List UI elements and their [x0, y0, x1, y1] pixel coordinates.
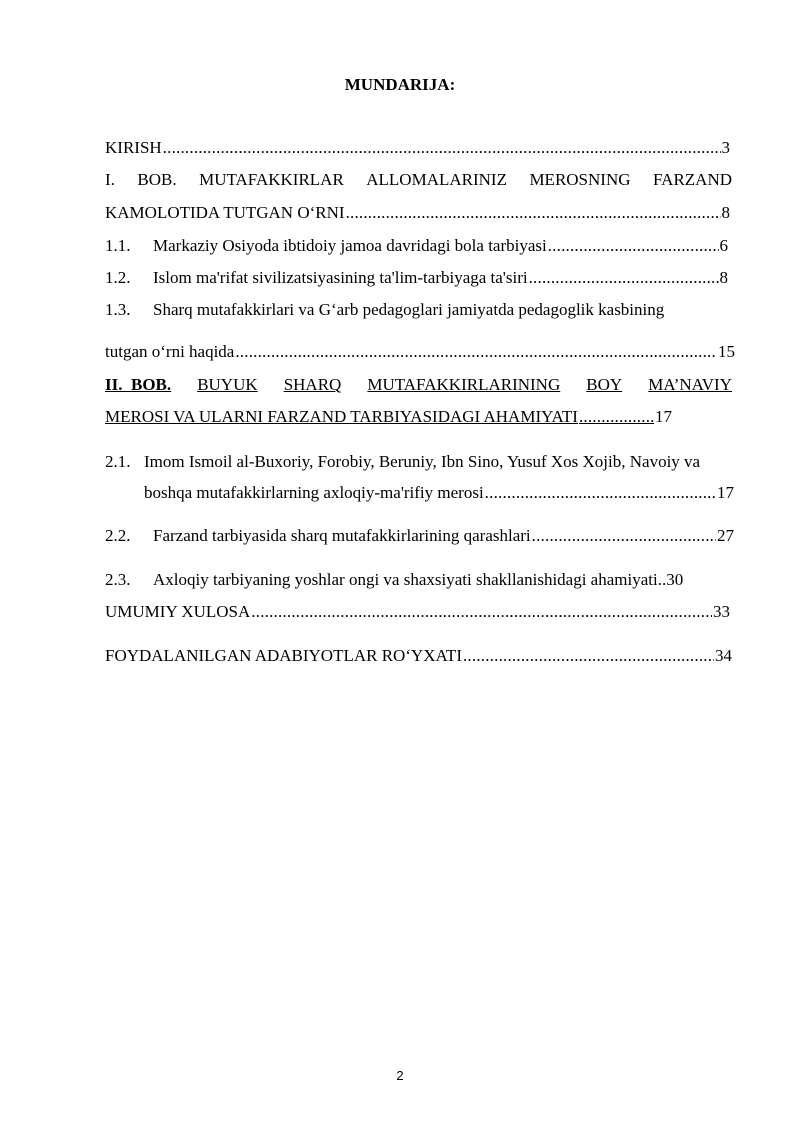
toc-entry-bob1-line2[interactable]	[105, 203, 730, 223]
bob1-word: MUTAFAKKIRLAR	[199, 170, 344, 189]
toc-entry-2-2[interactable]	[105, 526, 734, 546]
toc-page: 8	[721, 203, 730, 222]
toc-entry-1-2[interactable]	[105, 268, 728, 288]
toc-entry-1-3-line1[interactable]	[105, 300, 728, 320]
toc-page: 15	[718, 342, 735, 361]
toc-leader	[346, 203, 721, 223]
toc-number: 1.2.	[105, 268, 131, 287]
bob2-word: MUTAFAKKIRLARINING	[367, 375, 561, 394]
bob2-word: MA’NAVIY	[648, 375, 732, 394]
toc-label: FOYDALANILGAN ADABIYOTLAR RO‘YXATI	[105, 646, 462, 665]
bob1-word: FARZAND	[652, 170, 732, 189]
toc-label: UMUMIY XULOSA	[105, 602, 251, 621]
toc-entry-bob2-line1[interactable]	[105, 375, 732, 395]
toc-entry-adabiyotlar[interactable]	[105, 646, 732, 666]
toc-entry-bob2-line2[interactable]	[105, 407, 735, 427]
toc-leader	[579, 407, 654, 427]
toc-number: 2.2.	[105, 526, 131, 545]
toc-page: 27	[717, 526, 734, 545]
toc-number: 1.1.	[105, 236, 131, 255]
toc-label: Sharq mutafakkirlari va G‘arb pedagoglari jamiyatda pedagoglik kasbining	[153, 300, 665, 319]
toc-number: 1.3.	[105, 300, 131, 319]
toc-leader	[529, 268, 719, 288]
bob2-word: BUYUK	[197, 375, 258, 394]
toc-leader	[463, 646, 714, 666]
toc-label: boshqa mutafakkirlarning axloqiy-ma'rifiy merosi	[144, 483, 484, 502]
toc-label: Islom ma'rifat sivilizatsiyasining ta'lim-tarbiyaga ta'siri	[153, 268, 528, 287]
bob2-heading: II. BOB.	[105, 375, 172, 394]
toc-page: 33	[713, 602, 730, 621]
toc-entry-1-1[interactable]	[105, 236, 728, 256]
toc-number: 2.3.	[105, 570, 131, 589]
bob2-word: SHARQ	[283, 375, 342, 394]
toc-page: 6	[719, 236, 728, 255]
toc-leader	[532, 526, 716, 546]
page-title: MUNDARIJA:	[344, 75, 456, 94]
toc-label: Markaziy Osiyoda ibtidoiy jamoa davridagi bola tarbiyasi	[153, 236, 547, 255]
toc-label: KAMOLOTIDA TUTGAN O‘RNI	[105, 203, 345, 222]
toc-entry-2-1-line1[interactable]	[105, 452, 755, 472]
toc-leader	[251, 602, 712, 622]
bob1-word: ALLOMALARINIZ	[366, 170, 507, 189]
toc-entry-bob1-line1[interactable]	[105, 170, 732, 190]
page-number: 2	[396, 1068, 404, 1083]
toc-label: Axloqiy tarbiyaning yoshlar ongi va shaxsiyati shakllanishidagi ahamiyati..30	[153, 570, 684, 589]
toc-leader	[163, 138, 721, 158]
toc-label: KIRISH	[105, 138, 162, 157]
toc-page: 17	[654, 407, 672, 426]
toc-entry-2-1-line2[interactable]	[144, 483, 734, 503]
toc-page: 17	[717, 483, 734, 502]
bob2-word: BOY	[586, 375, 623, 394]
toc-page: 8	[719, 268, 728, 287]
toc-label: Farzand tarbiyasida sharq mutafakkirlarining qarashlari	[153, 526, 531, 545]
toc-entry-xulosa[interactable]	[105, 602, 730, 622]
bob1-word: BOB.	[137, 170, 177, 189]
toc-label: tutgan o‘rni haqida	[105, 342, 235, 361]
toc-entry-1-3-line2[interactable]	[105, 342, 735, 362]
bob1-word: MEROSNING	[529, 170, 631, 189]
toc-page: 3	[721, 138, 730, 157]
toc-entry-kirish[interactable]	[105, 138, 730, 158]
toc-page: 34	[715, 646, 732, 665]
bob1-word: I.	[105, 170, 115, 189]
toc-number: 2.1.	[105, 452, 131, 471]
toc-label: MEROSI VA ULARNI FARZAND TARBIYASIDAGI AHAMIYATI	[105, 407, 578, 426]
toc-label: Imom Ismoil al-Buxoriy, Forobiy, Beruniy, Ibn Sino, Yusuf Xos Xojib, Navoiy va	[144, 452, 701, 471]
toc-leader	[485, 483, 716, 503]
toc-leader	[235, 342, 717, 362]
toc-entry-2-3[interactable]	[105, 570, 745, 590]
toc-leader	[548, 236, 719, 256]
